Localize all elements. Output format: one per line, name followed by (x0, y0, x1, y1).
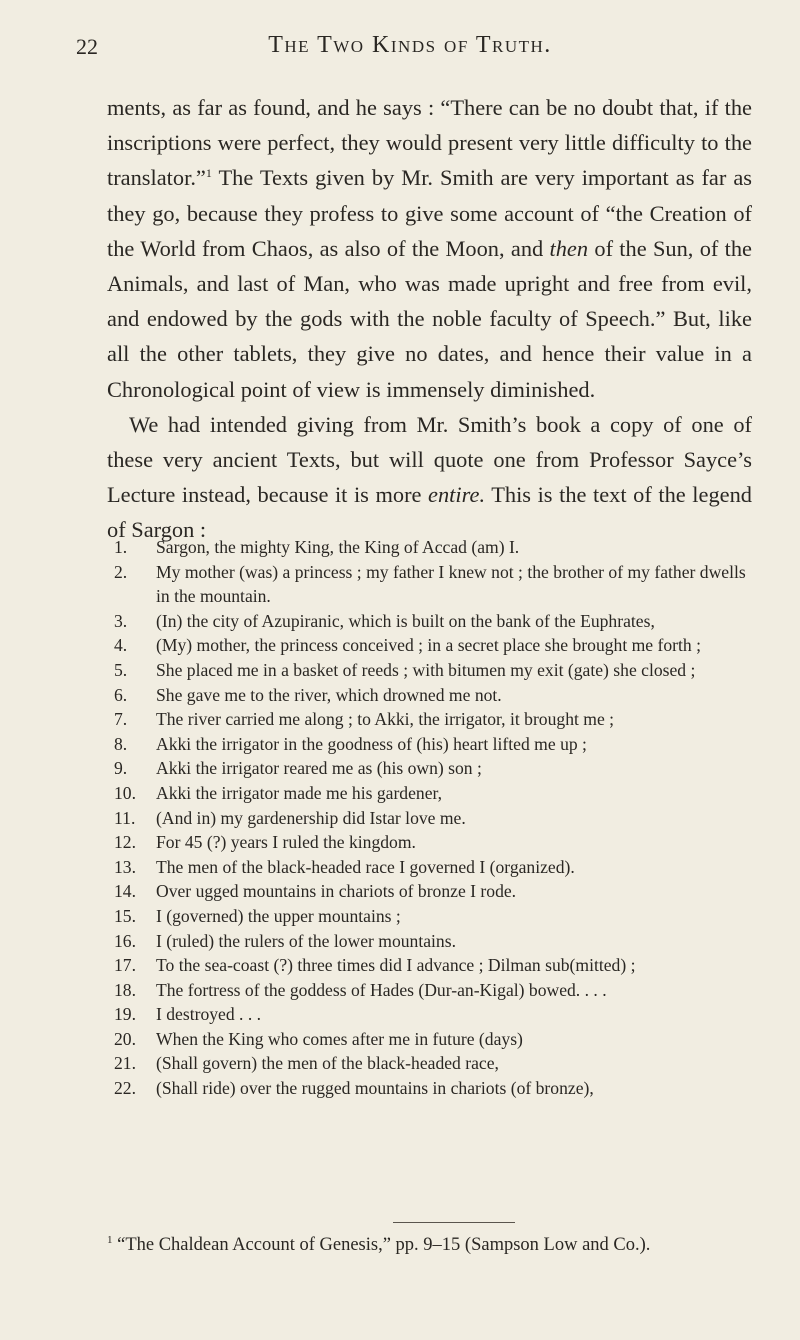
legend-line (114, 560, 754, 609)
legend-line (114, 658, 754, 683)
line-text: For 45 (?) years I ruled the kingdom. (156, 832, 416, 853)
legend-line (114, 953, 754, 978)
line-text: The fortress of the goddess of Hades (Dur-an-Kigal) bowed. . . . (156, 979, 607, 1000)
footnote-text: “The Chaldean Account of Genesis,” pp. 9–15 (Sampson Low and Co.). (117, 1235, 651, 1255)
legend-line (114, 781, 754, 806)
line-number: 22. (114, 1078, 136, 1099)
line-text: Akki the irrigator made me his gardener, (156, 782, 443, 803)
emphasis: entire. (428, 482, 486, 508)
legend-line (114, 929, 754, 954)
line-text: She gave me to the river, which drowned me not. (156, 684, 502, 705)
emphasis: then (549, 235, 589, 261)
line-text: The men of the black-headed race I governed I (organized). (156, 856, 575, 877)
line-number: 15. (114, 905, 136, 926)
line-text: (Shall govern) the men of the black-headed race, (156, 1053, 499, 1074)
legend-line (114, 707, 754, 732)
line-number: 11. (114, 807, 136, 828)
line-text: I destroyed . . . (156, 1004, 262, 1025)
line-text: When the King who comes after me in future (days) (156, 1028, 523, 1049)
footnote-mark: 1 (107, 1234, 113, 1246)
line-number: 12. (114, 832, 136, 853)
line-number: 17. (114, 955, 136, 976)
paragraph: ments, as far as found, and he says : “There can be no doubt that, if the inscriptions were perfect, they would present very little difficulty to the translator.”$^1$ The Texts given by Mr. Smith are very important as far as they go, because they profess to give some account of “the Creation of the World from Chaos, as also of the Moon, and then of the Sun, of the Animals, and last of Man, who was made upright and free from evil, and endowed by the gods with the noble faculty of Speech.” But, like all the other tablets, they give no dates, and hence their value in a Chronological point of view is immensely diminished. (107, 95, 752, 402)
line-number: 9. (114, 758, 128, 779)
footnote (107, 1232, 752, 1258)
line-number: 8. (114, 733, 128, 754)
legend-line (114, 806, 754, 831)
legend-line (114, 855, 754, 880)
line-number: 6. (114, 684, 128, 705)
line-text: My mother (was) a princess ; my father I knew not ; the brother of my father dwells in the mountain. (156, 561, 746, 607)
line-text: Akki the irrigator reared me as (his own) son ; (156, 758, 482, 779)
line-text: Sargon, the mighty King, the King of Accad (am) I. (156, 537, 520, 557)
legend-line (114, 1002, 754, 1027)
line-number: 18. (114, 979, 136, 1000)
line-text: (And in) my gardenership did Istar love me. (156, 807, 466, 828)
legend-line (114, 830, 754, 855)
line-number: 21. (114, 1053, 136, 1074)
line-number: 10. (114, 782, 136, 803)
line-text: Over ugged mountains in chariots of bronze I rode. (156, 881, 517, 902)
legend-line (114, 683, 754, 708)
legend-line (114, 633, 754, 658)
running-title: The Two Kinds of Truth. (268, 32, 552, 58)
line-number: 4. (114, 635, 128, 656)
legend-line (114, 1027, 754, 1052)
page-number: 22 (76, 34, 98, 59)
footnote-divider (393, 1222, 515, 1223)
line-text: (My) mother, the princess conceived ; in a secret place she brought me forth ; (156, 635, 702, 656)
line-number: 1. (114, 537, 128, 557)
line-text: The river carried me along ; to Akki, the irrigator, it brought me ; (156, 709, 615, 730)
legend-line (114, 978, 754, 1003)
legend-line (114, 535, 754, 560)
line-number: 16. (114, 930, 136, 951)
line-number: 5. (114, 659, 128, 680)
line-text: I (governed) the upper mountains ; (156, 905, 401, 926)
line-text: (In) the city of Azupiranic, which is built on the bank of the Euphrates, (156, 610, 655, 631)
legend-line (114, 1076, 754, 1101)
legend-line (114, 609, 754, 634)
legend-line (114, 879, 754, 904)
line-number: 14. (114, 881, 136, 902)
legend-line (114, 904, 754, 929)
line-number: 13. (114, 856, 136, 877)
page-header (76, 32, 744, 62)
line-text: To the sea-coast (?) three times did I advance ; Dilman sub(mitted) ; (156, 955, 636, 976)
line-text: I (ruled) the rulers of the lower mountains. (156, 930, 456, 951)
footnote-reference: 1 (205, 166, 212, 181)
line-text: (Shall ride) over the rugged mountains in chariots (of bronze), (156, 1078, 594, 1099)
sargon-legend-list (114, 535, 754, 1101)
line-text: She placed me in a basket of reeds ; with bitumen my exit (gate) she closed ; (156, 659, 696, 680)
legend-line (114, 732, 754, 757)
line-number: 2. (114, 561, 128, 582)
line-text: Akki the irrigator in the goodness of (his) heart lifted me up ; (156, 733, 587, 754)
line-number: 3. (114, 610, 128, 631)
legend-line (114, 756, 754, 781)
line-number: 19. (114, 1004, 136, 1025)
legend-line (114, 1051, 754, 1076)
paragraph: We had intended giving from Mr. Smith’s book a copy of one of these very ancient Texts, but will quote one from Professor Sayce’s Lecture instead, because it is more entire. This is the text of the legend of Sargon : (107, 411, 752, 543)
body-text (107, 90, 752, 548)
line-number: 20. (114, 1028, 136, 1049)
line-number: 7. (114, 709, 128, 730)
